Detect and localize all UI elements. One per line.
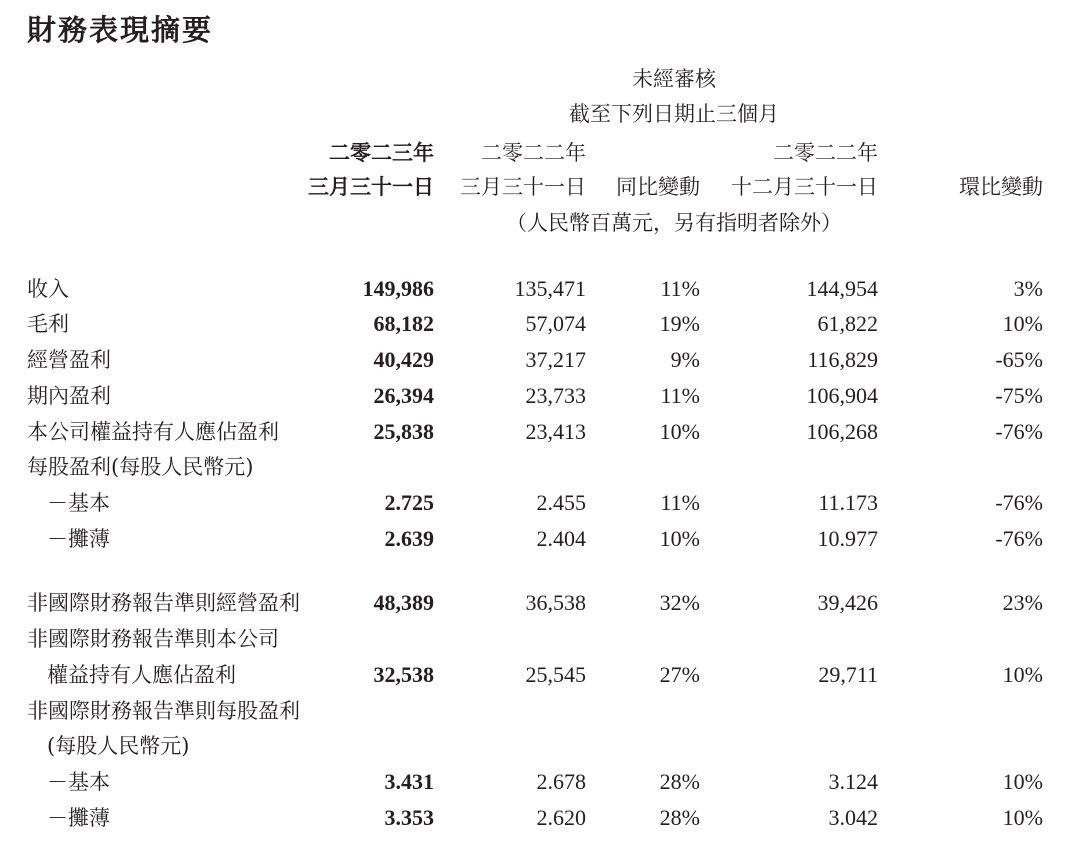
value-2022-mar: 23,733 [525, 383, 586, 408]
value-2022-dec: 61,822 [817, 311, 878, 336]
value-qoq-change: 10% [1002, 769, 1043, 794]
value-2022-mar: 57,074 [525, 311, 586, 336]
value-qoq-change: 10% [1002, 662, 1043, 687]
value-2022-mar: 25,545 [525, 662, 586, 687]
value-2022-dec: 106,904 [806, 383, 878, 408]
header-col5-label: 環比變動 [959, 175, 1043, 199]
row-label: －攤薄 [47, 527, 110, 551]
header-col4-year: 二零二二年 [773, 141, 878, 165]
value-2022-mar: 2.620 [536, 805, 586, 830]
table-row [0, 803, 1072, 833]
row-label: (每股人民幣元) [47, 734, 190, 758]
row-label: －基本 [47, 770, 110, 794]
table-row [0, 381, 1072, 411]
value-2022-mar: 2.404 [536, 526, 586, 551]
value-yoy-change: 28% [659, 769, 700, 794]
table-row [0, 624, 1072, 654]
value-2022-dec: 29,711 [818, 662, 878, 687]
table-row [0, 488, 1072, 518]
header-unit-note: （人民幣百萬元，另有指明者除外） [506, 211, 842, 235]
value-qoq-change: -65% [995, 347, 1043, 372]
value-2022-mar: 2.678 [536, 769, 586, 794]
value-2023-mar: 3.431 [384, 769, 434, 794]
header-period: 截至下列日期止三個月 [569, 102, 779, 126]
value-2022-mar: 36,538 [525, 590, 586, 615]
value-2022-dec: 144,954 [806, 276, 878, 301]
value-2022-mar: 2.455 [536, 490, 586, 515]
row-label: 非國際財務報告準則本公司 [27, 627, 279, 651]
value-yoy-change: 27% [659, 662, 700, 687]
table-row [0, 588, 1072, 618]
row-label: 期內盈利 [27, 384, 111, 408]
row-label: 權益持有人應佔盈利 [47, 663, 236, 687]
value-2022-dec: 3.042 [828, 805, 878, 830]
value-yoy-change: 10% [659, 419, 700, 444]
row-label: －基本 [47, 491, 110, 515]
table-row [0, 731, 1072, 761]
value-2022-dec: 106,268 [806, 419, 878, 444]
table-row [0, 660, 1072, 690]
value-qoq-change: 10% [1002, 311, 1043, 336]
value-qoq-change: -75% [995, 383, 1043, 408]
value-qoq-change: -76% [995, 419, 1043, 444]
value-2022-mar: 37,217 [525, 347, 586, 372]
header-col1-year: 二零二三年 [329, 140, 434, 165]
value-2022-mar: 23,413 [525, 419, 586, 444]
value-yoy-change: 28% [659, 805, 700, 830]
table-row [0, 417, 1072, 447]
value-2023-mar: 3.353 [384, 805, 434, 830]
table-row [0, 696, 1072, 726]
value-qoq-change: 23% [1002, 590, 1043, 615]
value-qoq-change: -76% [995, 490, 1043, 515]
value-2023-mar: 149,986 [362, 276, 434, 301]
value-yoy-change: 19% [659, 311, 700, 336]
header-col2-date: 三月三十一日 [460, 175, 586, 199]
value-2022-dec: 3.124 [828, 769, 878, 794]
table-row [0, 767, 1072, 797]
value-2023-mar: 48,389 [373, 590, 434, 615]
row-label: 毛利 [27, 312, 69, 336]
row-label: －攤薄 [47, 806, 110, 830]
value-2022-dec: 11.173 [818, 490, 878, 515]
row-label: 本公司權益持有人應佔盈利 [27, 420, 279, 444]
value-2023-mar: 25,838 [373, 419, 434, 444]
value-2023-mar: 68,182 [373, 311, 434, 336]
table-row [0, 524, 1072, 554]
value-2023-mar: 2.725 [384, 490, 434, 515]
value-2022-dec: 116,829 [807, 347, 878, 372]
value-yoy-change: 11% [660, 276, 700, 301]
header-col3-label: 同比變動 [616, 175, 700, 199]
value-yoy-change: 10% [659, 526, 700, 551]
value-qoq-change: 10% [1002, 805, 1043, 830]
table-row [0, 452, 1072, 482]
value-yoy-change: 11% [660, 383, 700, 408]
row-label: 經營盈利 [27, 348, 111, 372]
value-2023-mar: 2.639 [384, 526, 434, 551]
value-qoq-change: -76% [995, 526, 1043, 551]
row-label: 收入 [27, 277, 69, 301]
row-label: 非國際財務報告準則每股盈利 [27, 699, 300, 723]
table-row [0, 309, 1072, 339]
value-2022-mar: 135,471 [514, 276, 586, 301]
header-unaudited: 未經審核 [632, 67, 716, 91]
page-title: 財務表現摘要 [27, 13, 214, 47]
row-label: 非國際財務報告準則經營盈利 [27, 591, 300, 615]
header-col1-date: 三月三十一日 [308, 174, 434, 199]
row-label: 每股盈利(每股人民幣元) [27, 455, 254, 479]
value-2022-dec: 10.977 [817, 526, 878, 551]
value-2022-dec: 39,426 [817, 590, 878, 615]
table-row [0, 274, 1072, 304]
value-qoq-change: 3% [1013, 276, 1043, 301]
value-yoy-change: 11% [660, 490, 700, 515]
value-yoy-change: 9% [670, 347, 700, 372]
value-2023-mar: 40,429 [373, 347, 434, 372]
table-row [0, 345, 1072, 375]
value-yoy-change: 32% [659, 590, 700, 615]
header-col2-year: 二零二二年 [481, 141, 586, 165]
value-2023-mar: 32,538 [373, 662, 434, 687]
header-col4-date: 十二月三十一日 [731, 175, 878, 199]
value-2023-mar: 26,394 [373, 383, 434, 408]
